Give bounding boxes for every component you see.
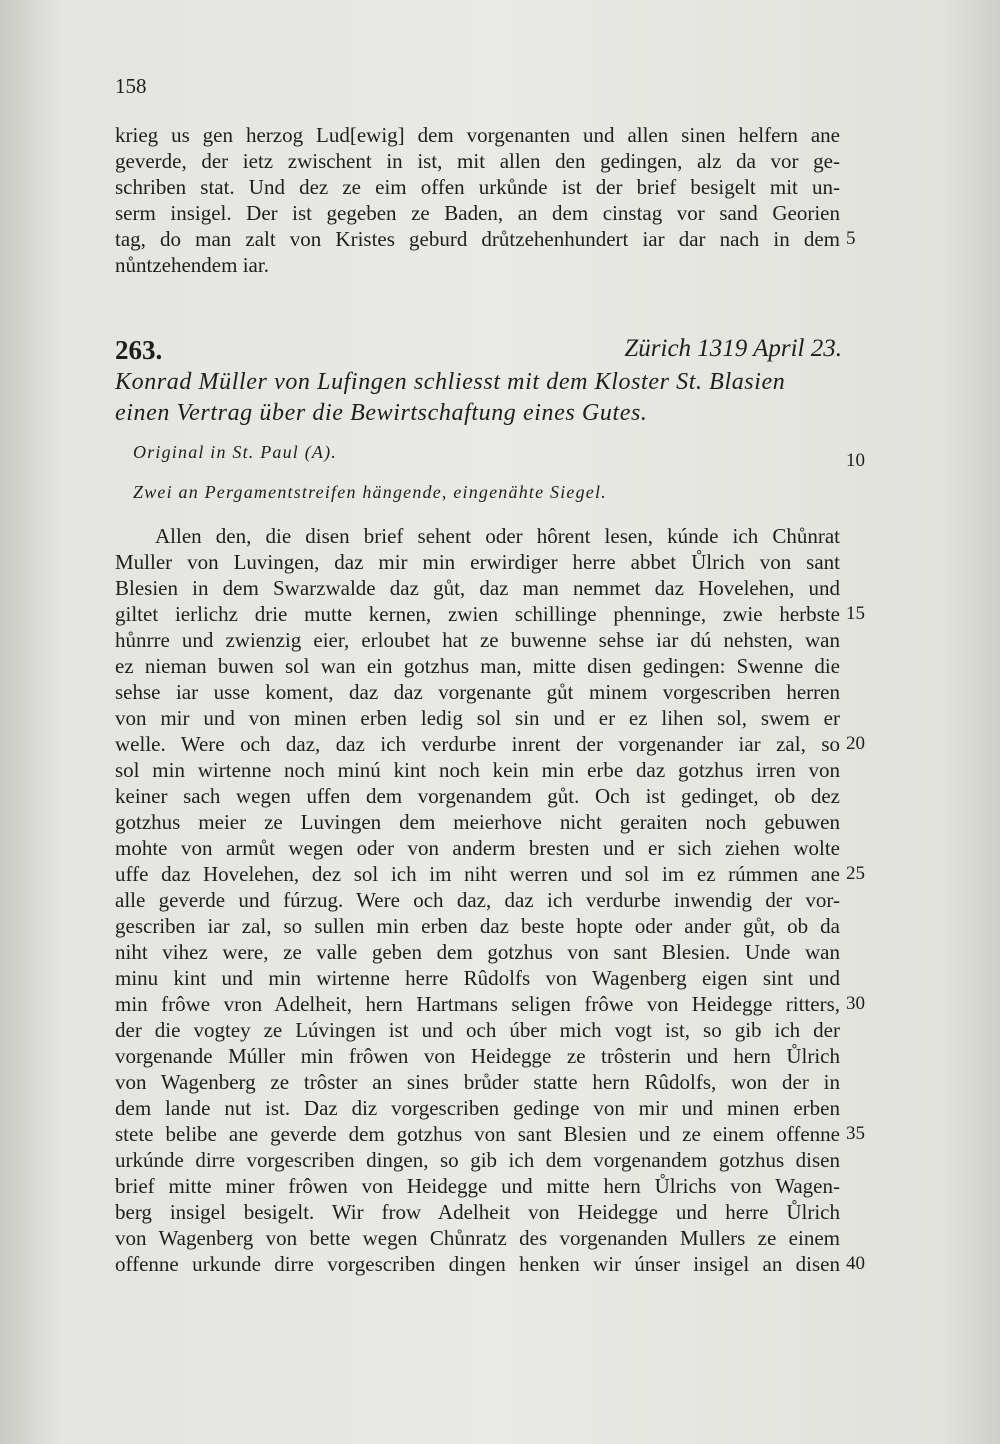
text-line: ez nieman buwen sol wan ein gotzhus man, mitte disen gedingen: Swenne die (115, 654, 840, 678)
text-line: sehse iar usse koment, daz daz vorgenante gůt minem vorgescriben herren (115, 680, 840, 704)
source-note: Original in St. Paul (A). (133, 442, 337, 462)
text-line: nůntzehendem iar. (115, 253, 269, 277)
text-line: gotzhus meier ze Luvingen dem meierhove nicht geraiten noch gebuwen (115, 810, 840, 834)
text-line: welle. Were och daz, daz ich verdurbe inrent der vorgenander iar zal, so (115, 732, 840, 756)
text-line: serm insigel. Der ist gegeben ze Baden, an dem cinstag vor sand Georien (115, 201, 840, 225)
text-line: urkúnde dirre vorgescriben dingen, so gib ich dem vorgenandem gotzhus disen (115, 1148, 840, 1172)
document-place-date: Zürich 1319 April 23. (624, 335, 842, 362)
text-line: vorgenande Múller min frôwen von Heidegge ze trôsterin und hern Ůlrich (115, 1044, 840, 1068)
text-line: krieg us gen herzog Lud[ewig] dem vorgenanten und allen sinen helfern ane (115, 123, 840, 147)
text-line: niht vihez were, ze valle geben dem gotzhus von sant Blesien. Unde wan (115, 940, 840, 964)
text-line: Muller von Luvingen, daz mir min erwirdiger herre abbet Ůlrich von sant (115, 550, 840, 574)
text-line: berg insigel besigelt. Wir frow Adelheit von Heidegge und herre Ůlrich (115, 1200, 840, 1224)
text-line: giltet ierlichz drie mutte kernen, zwien schillinge phenninge, zwie herbste (115, 602, 840, 626)
text-line: brief mitte miner frôwen von Heidegge und mitte hern Ůlrichs von Wagen- (115, 1174, 840, 1198)
line-number: 30 (846, 993, 865, 1014)
text-line: offenne urkunde dirre vorgescriben dingen henken wir únser insigel an disen (115, 1252, 840, 1276)
text-line: hůnrre und zwienzig eier, erloubet hat ze buwenne sehse iar dú nehsten, wan (115, 628, 840, 652)
text-line: von Wagenberg von bette wegen Chůnratz des vorgenanden Mullers ze einem (115, 1226, 840, 1250)
line-number: 10 (846, 450, 865, 471)
regest-line: Konrad Müller von Lufingen schliesst mit dem Kloster St. Blasien (115, 369, 786, 395)
line-number: 25 (846, 863, 865, 884)
text-line: tag, do man zalt von Kristes geburd drůtzehenhundert iar dar nach in dem (115, 227, 840, 251)
text-line: gescriben iar zal, so sullen min erben daz beste hopte oder ander gůt, ob da (115, 914, 840, 938)
text-line: der die vogtey ze Lúvingen ist und och úber mich vogt ist, so gib ich der (115, 1018, 840, 1042)
line-number: 40 (846, 1253, 865, 1274)
text-line: mohte von armůt wegen oder von anderm bresten und er sich ziehen wolte (115, 836, 840, 860)
regest-line: einen Vertrag über die Bewirtschaftung eines Gutes. (115, 400, 648, 426)
page-number: 158 (115, 74, 147, 98)
text-line: von mir und von minen erben ledig sol sin und er ez lihen sol, swem er (115, 706, 840, 730)
line-number: 20 (846, 733, 865, 754)
text-line: uffe daz Hovelehen, dez sol ich im niht werren und sol im ez rúmmen ane (115, 862, 840, 886)
text-line: Allen den, die disen brief sehent oder hôrent lesen, kúnde ich Chůnrat (155, 524, 840, 548)
document-number: 263. (115, 335, 163, 365)
text-line: sol min wirtenne noch minú kint noch kein min erbe daz gotzhus irren von (115, 758, 840, 782)
text-line: schriben stat. Und dez ze eim offen urkůnde ist der brief besigelt mit un- (115, 175, 840, 199)
text-line: stete belibe ane geverde dem gotzhus von sant Blesien und ze einem offenne (115, 1122, 840, 1146)
line-number: 35 (846, 1123, 865, 1144)
text-line: von Wagenberg ze trôster an sines brůder statte hern Rûdolfs, won der in (115, 1070, 840, 1094)
text-line: alle geverde und fúrzug. Were och daz, daz ich verdurbe inwendig der vor- (115, 888, 840, 912)
line-number: 15 (846, 603, 865, 624)
text-line: minu kint und min wirtenne herre Rûdolfs von Wagenberg eigen sint und (115, 966, 840, 990)
text-line: min frôwe vron Adelheit, hern Hartmans seligen frôwe von Heidegge ritters, (115, 992, 840, 1016)
text-line: dem lande nut ist. Daz diz vorgescriben gedinge von mir und minen erben (115, 1096, 840, 1120)
seal-note: Zwei an Pergamentstreifen hängende, eingenähte Siegel. (133, 482, 607, 502)
line-number: 5 (846, 228, 856, 249)
text-line: geverde, der ietz zwischent in ist, mit allen den gedingen, alz da vor ge- (115, 149, 840, 173)
text-line: keiner sach wegen uffen dem vorgenandem gůt. Och ist gedinget, ob dez (115, 784, 840, 808)
text-line: Blesien in dem Swarzwalde daz gůt, daz man nemmet daz Hovelehen, und (115, 576, 840, 600)
